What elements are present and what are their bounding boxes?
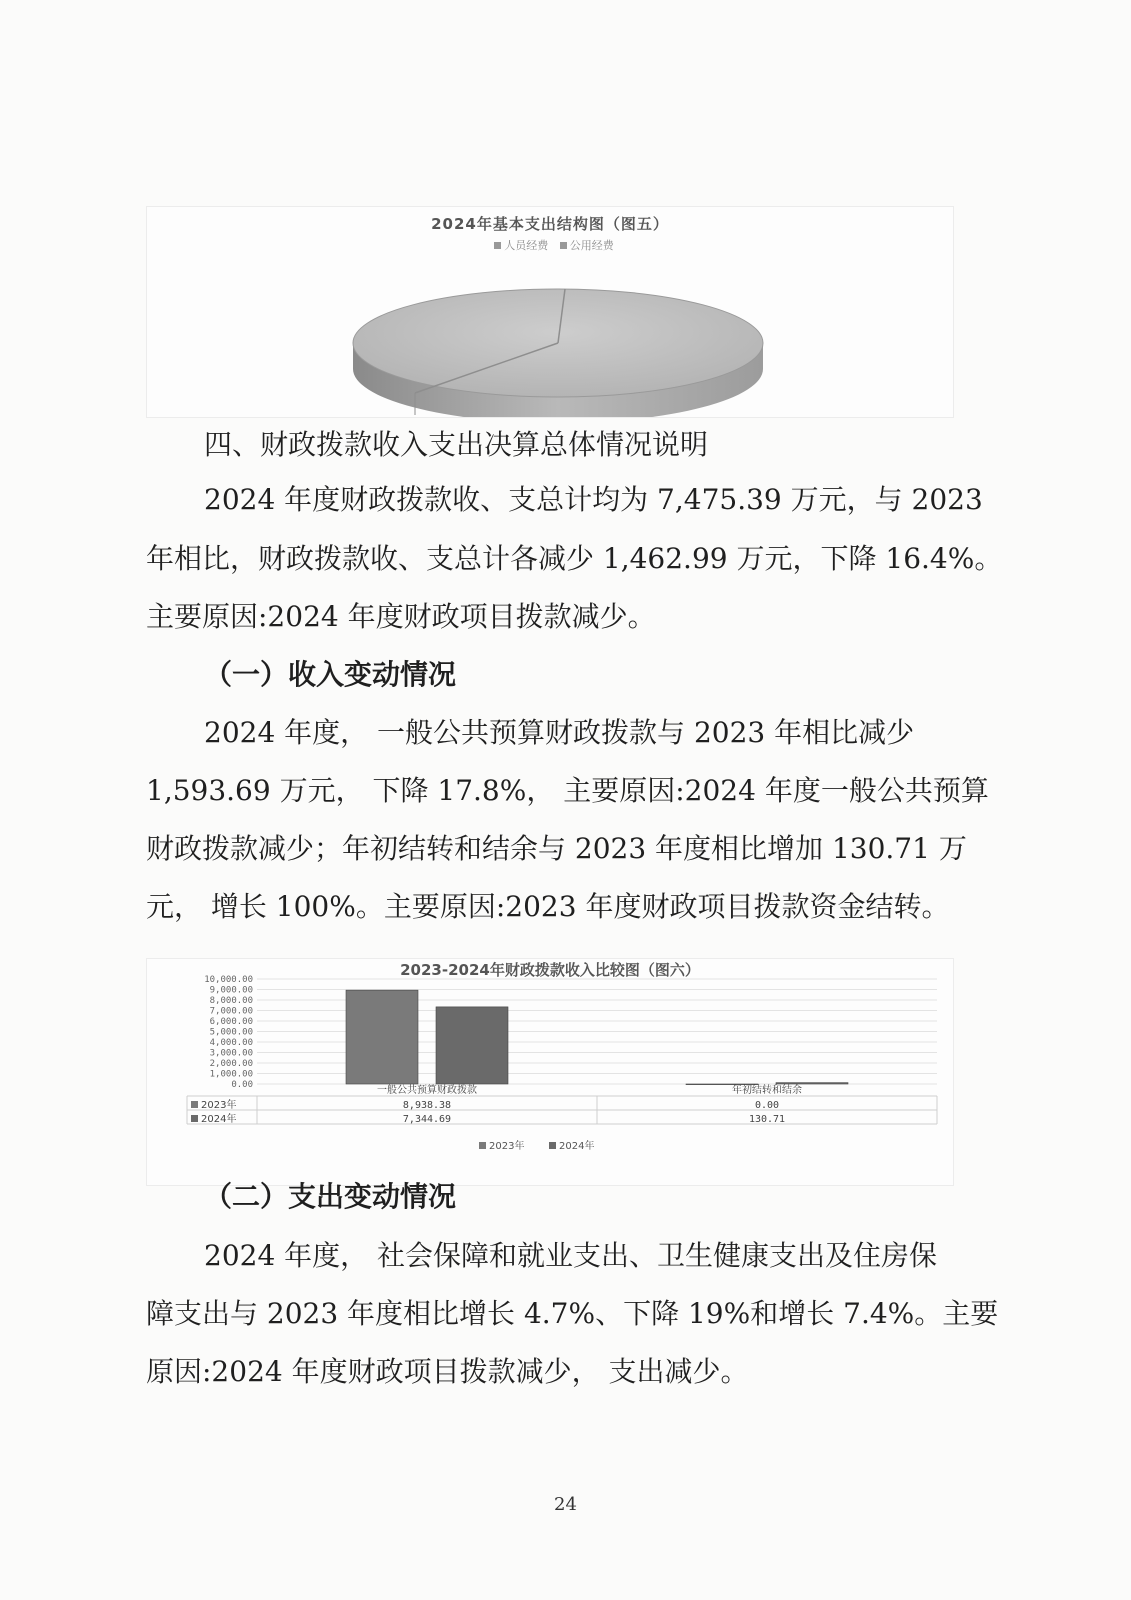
y-tick-label: 6,000.00 (209, 1017, 253, 1027)
y-tick-label: 2,000.00 (209, 1059, 253, 1069)
y-tick-label: 8,000.00 (209, 996, 253, 1006)
expense-line-3: 原因:2024 年度财政项目拨款减少， 支出减少。 (146, 1355, 749, 1388)
section4-line-3: 主要原因:2024 年度财政项目拨款减少。 (146, 600, 656, 633)
table-series-label: 2024年 (201, 1114, 237, 1125)
income-line-3: 财政拨款减少；年初结转和结余与 2023 年度相比增加 130.71 万 (146, 832, 967, 865)
table-value: 130.71 (748, 1114, 786, 1125)
bar-chart (146, 958, 954, 1186)
bar-1-1 (776, 1083, 848, 1084)
bar-legend-swatch-1 (549, 1142, 556, 1149)
y-tick-label: 10,000.00 (204, 975, 253, 985)
y-tick-label: 5,000.00 (209, 1027, 253, 1038)
y-tick-label: 7,000.00 (209, 1006, 253, 1017)
x-category-label: 一般公共预算财政拨款 (377, 1085, 477, 1096)
legend-public: 公用经费 (569, 239, 614, 252)
y-tick-label: 0.00 (231, 1080, 253, 1090)
expense-heading: （二）支出变动情况 (204, 1180, 457, 1213)
y-tick-label: 9,000.00 (209, 985, 253, 996)
bar-chart-title: 2023-2024年财政拨款收入比较图（图六） (400, 961, 700, 979)
legend-personnel: 人员经费 (504, 239, 549, 252)
income-line-2: 1,593.69 万元， 下降 17.8%， 主要原因:2024 年度一般公共预算 (146, 774, 989, 807)
page-number: 24 (554, 1494, 577, 1515)
income-line-4: 元， 增长 100%。主要原因:2023 年度财政项目拨款资金结转。 (146, 890, 950, 923)
section4-heading: 四、财政拨款收入支出决算总体情况说明 (204, 428, 709, 461)
income-line-1: 2024 年度， 一般公共预算财政拨款与 2023 年相比减少 (204, 716, 915, 749)
expense-line-1: 2024 年度， 社会保障和就业支出、卫生健康支出及住房保 (204, 1239, 938, 1272)
table-swatch-0 (191, 1101, 198, 1108)
bar-chart-graphic (147, 959, 953, 1185)
bar-0-0 (346, 990, 418, 1084)
bar-legend-label: 2024年 (559, 1141, 595, 1152)
table-value: 8,938.38 (402, 1100, 452, 1111)
table-value: 0.00 (754, 1100, 780, 1111)
income-heading: （一）收入变动情况 (204, 658, 457, 691)
bar-legend-swatch-0 (479, 1142, 486, 1149)
section4-line-2: 年相比，财政拨款收、支总计各减少 1,462.99 万元，下降 16.4%。 (146, 542, 1003, 575)
y-tick-label: 4,000.00 (209, 1038, 253, 1048)
pie-graphic (147, 207, 953, 417)
y-tick-label: 1,000.00 (209, 1069, 253, 1080)
table-series-label: 2023年 (201, 1100, 237, 1111)
table-value: 7,344.69 (402, 1114, 452, 1125)
y-tick-label: 3,000.00 (209, 1048, 253, 1059)
section4-line-1: 2024 年度财政拨款收、支总计均为 7,475.39 万元，与 2023 (204, 483, 983, 516)
bar-legend-label: 2023年 (489, 1141, 525, 1152)
pie-chart (146, 206, 954, 418)
pie-chart-title: 2024年基本支出结构图（图五） (431, 215, 669, 233)
table-swatch-1 (191, 1115, 198, 1122)
expense-line-2: 障支出与 2023 年度相比增长 4.7%、下降 19%和增长 7.4%。主要 (146, 1297, 999, 1330)
bar-0-1 (436, 1007, 508, 1084)
x-category-label: 年初结转和结余 (732, 1085, 802, 1096)
